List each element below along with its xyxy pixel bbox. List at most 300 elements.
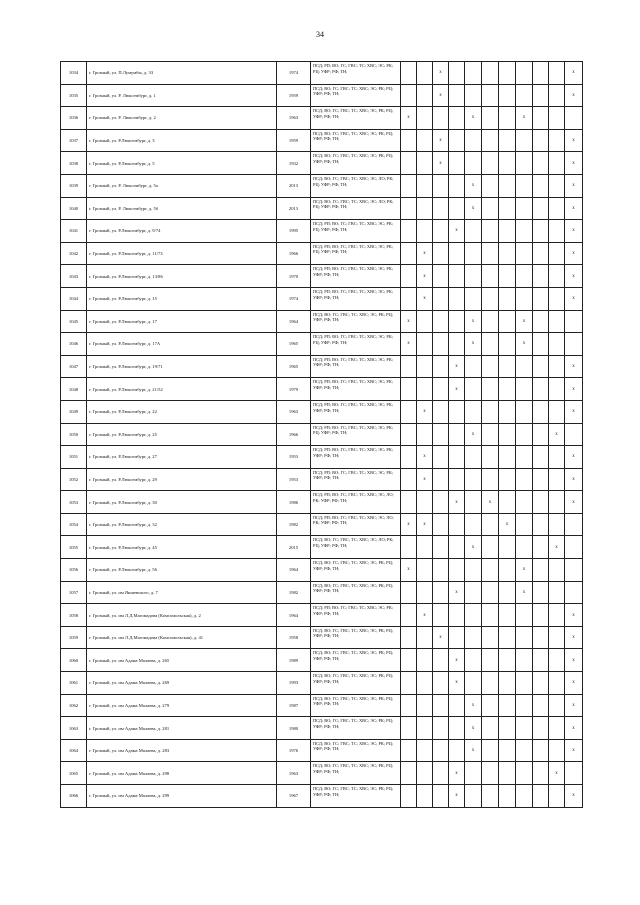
construction-year: 1963: [277, 762, 311, 785]
table-row: [61, 242, 583, 265]
year-mark-cell: [549, 62, 565, 85]
year-mark-cell: [533, 242, 549, 265]
year-mark-cell: [516, 62, 533, 85]
year-mark-cell: [465, 62, 482, 85]
year-mark-cell: [565, 423, 583, 446]
building-address: г. Грозный, ул. Р.Люксембург, д. 3: [87, 129, 277, 152]
year-mark-cell: [449, 287, 465, 310]
year-mark-cell: [433, 717, 449, 740]
year-mark-cell: [533, 604, 549, 627]
year-mark-cell: [417, 626, 433, 649]
year-mark-cell: [482, 581, 499, 604]
year-mark-cell: [533, 468, 549, 491]
year-mark-cell: x: [465, 536, 482, 559]
year-mark-cell: x: [449, 785, 465, 808]
year-mark-cell: [401, 717, 417, 740]
year-mark-cell: [433, 107, 449, 130]
year-mark-cell: x: [449, 491, 465, 514]
year-mark-cell: [516, 446, 533, 469]
year-mark-cell: [565, 536, 583, 559]
works-list: ПСД; ВО; ГС; ГВС; ТС; ХВС; ЭС; ЛО; РК; РЦ; УФР; РФ; ТН;: [311, 536, 401, 559]
year-mark-cell: [482, 310, 499, 333]
year-mark-cell: x: [417, 287, 433, 310]
year-mark-cell: [516, 220, 533, 243]
year-mark-cell: [516, 672, 533, 695]
construction-year: 2013: [277, 197, 311, 220]
year-mark-cell: [516, 242, 533, 265]
year-mark-cell: [499, 739, 516, 762]
year-mark-cell: x: [417, 513, 433, 536]
year-mark-cell: [465, 626, 482, 649]
year-mark-cell: x: [465, 717, 482, 740]
year-mark-cell: [482, 333, 499, 356]
construction-year: 1970: [277, 265, 311, 288]
building-address: г. Грозный, ул. Р.Люксембург, д. 25: [87, 423, 277, 446]
row-number: 1065: [61, 762, 87, 785]
year-mark-cell: x: [565, 129, 583, 152]
year-mark-cell: [533, 333, 549, 356]
building-address: г. Грозный, ул. Р.Люксембург, д. 22: [87, 400, 277, 423]
table-row: [61, 626, 583, 649]
year-mark-cell: [482, 242, 499, 265]
year-mark-cell: [449, 333, 465, 356]
year-mark-cell: [433, 672, 449, 695]
year-mark-cell: [433, 491, 449, 514]
construction-year: 1982: [277, 513, 311, 536]
year-mark-cell: [417, 536, 433, 559]
year-mark-cell: [499, 581, 516, 604]
year-mark-cell: [449, 62, 465, 85]
year-mark-cell: x: [565, 446, 583, 469]
year-mark-cell: [433, 762, 449, 785]
year-mark-cell: x: [417, 468, 433, 491]
year-mark-cell: x: [449, 378, 465, 401]
year-mark-cell: x: [565, 152, 583, 175]
year-mark-cell: x: [417, 242, 433, 265]
year-mark-cell: [482, 739, 499, 762]
year-mark-cell: [433, 423, 449, 446]
table-row: [61, 604, 583, 627]
table-row: [61, 378, 583, 401]
table-row: [61, 762, 583, 785]
row-number: 1066: [61, 785, 87, 808]
year-mark-cell: [465, 649, 482, 672]
year-mark-cell: x: [565, 265, 583, 288]
year-mark-cell: [482, 785, 499, 808]
year-mark-cell: [516, 626, 533, 649]
works-list: ПСД; РП; ВО; ГС; ГВС; ТС; ХВС; ЭС; РК; УФР; РФ; ТН;: [311, 378, 401, 401]
building-address: г. Грозный, ул. Р.Люксембург, д. 19/71: [87, 355, 277, 378]
year-mark-cell: [433, 310, 449, 333]
year-mark-cell: [499, 310, 516, 333]
building-address: г. Грозный, ул. им Адама Малаева, д. 269: [87, 672, 277, 695]
table-row: [61, 423, 583, 446]
table-row: [61, 491, 583, 514]
year-mark-cell: [499, 355, 516, 378]
works-list: ПСД; ВО; ГС; ГВС; ТС; ХВС; ЭС; РК; РЦ; УФР; РФ; ТН;: [311, 694, 401, 717]
year-mark-cell: [549, 559, 565, 582]
works-list: ПСД; ВО; ГС; ГВС; ТС; ХВС; ЭС; РК; РЦ; УФР; РФ; ТН;: [311, 129, 401, 152]
year-mark-cell: [449, 310, 465, 333]
works-list: ПСД; РП; ВО; ГС; ГВС; ТС; ХВС; ЭС; РК; УФР; РФ; ТН;: [311, 400, 401, 423]
year-mark-cell: [449, 536, 465, 559]
table-row: [61, 107, 583, 130]
works-list: ПСД; ВО; ГС; ГВС; ТС; ХВС; ЭС; РК; РЦ; УФР; РФ; ТН;: [311, 107, 401, 130]
year-mark-cell: [433, 513, 449, 536]
building-address: г. Грозный, ул. Р.Люксембург, д. 29: [87, 468, 277, 491]
year-mark-cell: [417, 107, 433, 130]
year-mark-cell: [549, 513, 565, 536]
year-mark-cell: x: [565, 785, 583, 808]
year-mark-cell: x: [401, 310, 417, 333]
table-row: [61, 446, 583, 469]
building-address: г. Грозный, ул. Р.Люксембург, д. 30: [87, 491, 277, 514]
year-mark-cell: [482, 604, 499, 627]
building-address: г. Грозный, ул. Р.Люксембург, д. 27: [87, 446, 277, 469]
year-mark-cell: [482, 355, 499, 378]
year-mark-cell: [499, 762, 516, 785]
year-mark-cell: [482, 762, 499, 785]
year-mark-cell: x: [465, 694, 482, 717]
works-list: ПСД; РП; ВО; ГС; ГВС; ТС; ХВС; ЭС; РК; УФР; РФ; ТН;: [311, 468, 401, 491]
year-mark-cell: x: [565, 694, 583, 717]
construction-year: 1966: [277, 423, 311, 446]
year-mark-cell: x: [565, 604, 583, 627]
year-mark-cell: [549, 649, 565, 672]
year-mark-cell: [533, 491, 549, 514]
works-list: ПСД; РП; ВО; ГС; ГВС; ТС; ХВС; ЭС; РК; РЦ; УФР; РФ; ТН;: [311, 62, 401, 85]
year-mark-cell: [482, 513, 499, 536]
works-list: ПСД; ВО; ГС; ГВС; ТС; ХВС; ЭС; РК; РЦ; УФР; РФ; ТН;: [311, 649, 401, 672]
year-mark-cell: [482, 107, 499, 130]
year-mark-cell: [482, 694, 499, 717]
year-mark-cell: [449, 604, 465, 627]
year-mark-cell: x: [516, 559, 533, 582]
year-mark-cell: [433, 265, 449, 288]
year-mark-cell: [482, 62, 499, 85]
year-mark-cell: [499, 333, 516, 356]
year-mark-cell: [499, 107, 516, 130]
construction-year: 1964: [277, 604, 311, 627]
row-number: 1044: [61, 287, 87, 310]
year-mark-cell: [417, 694, 433, 717]
year-mark-cell: [417, 197, 433, 220]
year-mark-cell: [433, 333, 449, 356]
works-list: ПСД; ВО; ГС; ГВС; ТС; ХВС; ЭС; РК; РЦ; УФР; РФ; ТН;: [311, 581, 401, 604]
table-row: [61, 84, 583, 107]
construction-year: 1953: [277, 468, 311, 491]
works-list: ПСД; ВО; ГС; ГВС; ТС; ХВС; ЭС; РК; РЦ; УФР; РФ; ТН;: [311, 739, 401, 762]
year-mark-cell: [499, 785, 516, 808]
year-mark-cell: [533, 378, 549, 401]
year-mark-cell: [549, 220, 565, 243]
year-mark-cell: [516, 400, 533, 423]
row-number: 1057: [61, 581, 87, 604]
year-mark-cell: [516, 762, 533, 785]
year-mark-cell: [499, 287, 516, 310]
year-mark-cell: x: [465, 423, 482, 446]
year-mark-cell: x: [417, 265, 433, 288]
year-mark-cell: [533, 785, 549, 808]
year-mark-cell: [499, 84, 516, 107]
table-row: [61, 355, 583, 378]
year-mark-cell: x: [465, 197, 482, 220]
year-mark-cell: x: [516, 107, 533, 130]
year-mark-cell: [533, 672, 549, 695]
year-mark-cell: [401, 129, 417, 152]
year-mark-cell: [549, 287, 565, 310]
year-mark-cell: [401, 762, 417, 785]
row-number: 1049: [61, 400, 87, 423]
year-mark-cell: [401, 242, 417, 265]
year-mark-cell: [449, 174, 465, 197]
row-number: 1039: [61, 174, 87, 197]
year-mark-cell: x: [565, 491, 583, 514]
year-mark-cell: [417, 581, 433, 604]
building-address: г. Грозный, ул. Р.Люксембург, д. 15: [87, 287, 277, 310]
year-mark-cell: [401, 62, 417, 85]
year-mark-cell: [401, 84, 417, 107]
year-mark-cell: x: [499, 513, 516, 536]
year-mark-cell: [499, 265, 516, 288]
year-mark-cell: [465, 152, 482, 175]
year-mark-cell: [482, 468, 499, 491]
row-number: 1035: [61, 84, 87, 107]
year-mark-cell: [482, 672, 499, 695]
year-mark-cell: x: [465, 333, 482, 356]
year-mark-cell: x: [516, 310, 533, 333]
year-mark-cell: [533, 694, 549, 717]
year-mark-cell: [533, 197, 549, 220]
row-number: 1059: [61, 626, 87, 649]
year-mark-cell: [516, 604, 533, 627]
row-number: 1037: [61, 129, 87, 152]
year-mark-cell: [516, 129, 533, 152]
table-row: [61, 672, 583, 695]
year-mark-cell: [417, 559, 433, 582]
year-mark-cell: x: [465, 107, 482, 130]
works-list: ПСД; РП; ВО; ГС; ГВС; ТС; ХВС; ЭС; РК; РЦ; УФР; РФ; ТН;: [311, 333, 401, 356]
construction-year: 1974: [277, 62, 311, 85]
construction-year: 1964: [277, 310, 311, 333]
housing-register-table: [60, 61, 583, 808]
year-mark-cell: [465, 400, 482, 423]
year-mark-cell: [516, 84, 533, 107]
year-mark-cell: [499, 423, 516, 446]
year-mark-cell: x: [433, 62, 449, 85]
year-mark-cell: [433, 694, 449, 717]
year-mark-cell: [433, 536, 449, 559]
year-mark-cell: [401, 694, 417, 717]
year-mark-cell: [533, 220, 549, 243]
year-mark-cell: [549, 604, 565, 627]
year-mark-cell: x: [565, 197, 583, 220]
year-mark-cell: [433, 581, 449, 604]
table-row: [61, 468, 583, 491]
year-mark-cell: [516, 355, 533, 378]
year-mark-cell: [549, 717, 565, 740]
row-number: 1063: [61, 717, 87, 740]
row-number: 1060: [61, 649, 87, 672]
construction-year: 1974: [277, 287, 311, 310]
year-mark-cell: [482, 559, 499, 582]
year-mark-cell: x: [565, 174, 583, 197]
construction-year: 1986: [277, 491, 311, 514]
year-mark-cell: x: [433, 152, 449, 175]
year-mark-cell: [549, 310, 565, 333]
year-mark-cell: [482, 84, 499, 107]
year-mark-cell: [565, 310, 583, 333]
year-mark-cell: [401, 446, 417, 469]
year-mark-cell: [565, 333, 583, 356]
year-mark-cell: x: [565, 626, 583, 649]
works-list: ПСД; ВО; ГС; ГВС; ТС; ХВС; ЭС; РК; РЦ; УФР; РФ; ТН;: [311, 84, 401, 107]
row-number: 1046: [61, 333, 87, 356]
year-mark-cell: [417, 129, 433, 152]
year-mark-cell: x: [401, 513, 417, 536]
construction-year: 1982: [277, 581, 311, 604]
year-mark-cell: [499, 694, 516, 717]
year-mark-cell: [433, 604, 449, 627]
construction-year: 1963: [277, 400, 311, 423]
construction-year: 1958: [277, 626, 311, 649]
year-mark-cell: [482, 197, 499, 220]
year-mark-cell: [549, 265, 565, 288]
year-mark-cell: [417, 62, 433, 85]
year-mark-cell: x: [449, 672, 465, 695]
year-mark-cell: [499, 717, 516, 740]
year-mark-cell: x: [465, 174, 482, 197]
year-mark-cell: [433, 174, 449, 197]
year-mark-cell: [516, 378, 533, 401]
year-mark-cell: [549, 581, 565, 604]
year-mark-cell: [465, 604, 482, 627]
year-mark-cell: [465, 581, 482, 604]
year-mark-cell: [549, 785, 565, 808]
year-mark-cell: [433, 400, 449, 423]
table-row: [61, 717, 583, 740]
year-mark-cell: [533, 355, 549, 378]
year-mark-cell: [516, 152, 533, 175]
year-mark-cell: [565, 762, 583, 785]
row-number: 1058: [61, 604, 87, 627]
year-mark-cell: [465, 559, 482, 582]
table-row: [61, 310, 583, 333]
year-mark-cell: [482, 400, 499, 423]
row-number: 1061: [61, 672, 87, 695]
construction-year: 1987: [277, 694, 311, 717]
table-row: [61, 174, 583, 197]
row-number: 1052: [61, 468, 87, 491]
building-address: г. Грозный, ул. Р.Люксембург, д. 13/86: [87, 265, 277, 288]
year-mark-cell: [533, 310, 549, 333]
row-number: 1034: [61, 62, 87, 85]
year-mark-cell: [499, 604, 516, 627]
year-mark-cell: [401, 468, 417, 491]
year-mark-cell: [401, 197, 417, 220]
year-mark-cell: x: [417, 604, 433, 627]
year-mark-cell: [433, 785, 449, 808]
year-mark-cell: [516, 717, 533, 740]
works-list: ПСД; ВО; ГС; ГВС; ТС; ХВС; ЭС; РК; РЦ; УФР; РФ; ТН;: [311, 785, 401, 808]
row-number: 1041: [61, 220, 87, 243]
building-address: г. Грозный, ул. Р.Люксембург, д. 5: [87, 152, 277, 175]
page-number: 34: [316, 30, 324, 39]
works-list: ПСД; ВО; ГС; ГВС; ТС; ХВС; ЭС; ЛО; РК; РЦ; УФР; РФ; ТН;: [311, 174, 401, 197]
table-row: [61, 739, 583, 762]
table-row: [61, 785, 583, 808]
works-list: ПСД; ВО; ГС; ГВС; ТС; ХВС; ЭС; РК; РЦ; УФР; РФ; ТН;: [311, 310, 401, 333]
year-mark-cell: [449, 513, 465, 536]
year-mark-cell: [417, 220, 433, 243]
year-mark-cell: [499, 446, 516, 469]
works-list: ПСД; РП; ВО; ГС; ГВС; ТС; ХВС; ЭС; РК; УФР; РФ; ТН;: [311, 265, 401, 288]
year-mark-cell: [417, 152, 433, 175]
works-list: ПСД; РП; ВО; ГС; ГВС; ТС; ХВС; ЭС; РК; РЦ; УФР; РФ; ТН;: [311, 220, 401, 243]
year-mark-cell: [533, 174, 549, 197]
row-number: 1040: [61, 197, 87, 220]
year-mark-cell: [417, 491, 433, 514]
works-list: ПСД; РП; ВО; ГС; ГВС; ТС; ХВС; ЭС; РК; УФР; РФ; ТН;: [311, 287, 401, 310]
year-mark-cell: [533, 739, 549, 762]
year-mark-cell: [465, 220, 482, 243]
year-mark-cell: x: [565, 717, 583, 740]
year-mark-cell: [417, 785, 433, 808]
year-mark-cell: [482, 378, 499, 401]
year-mark-cell: x: [433, 129, 449, 152]
table-row: [61, 694, 583, 717]
year-mark-cell: [433, 446, 449, 469]
year-mark-cell: [533, 129, 549, 152]
year-mark-cell: [499, 242, 516, 265]
year-mark-cell: [449, 84, 465, 107]
building-address: г. Грозный, ул. им Л.Д.Магомадова (Комсомольская), д. 41: [87, 626, 277, 649]
construction-year: 1959: [277, 129, 311, 152]
construction-year: 1953: [277, 446, 311, 469]
year-mark-cell: [549, 84, 565, 107]
year-mark-cell: [499, 672, 516, 695]
year-mark-cell: x: [465, 310, 482, 333]
building-address: г. Грозный, ул. Р. Люксембург, д. 5а: [87, 174, 277, 197]
construction-year: 2015: [277, 536, 311, 559]
year-mark-cell: [449, 129, 465, 152]
year-mark-cell: [482, 717, 499, 740]
year-mark-cell: x: [465, 739, 482, 762]
year-mark-cell: [433, 287, 449, 310]
year-mark-cell: [549, 626, 565, 649]
year-mark-cell: [417, 84, 433, 107]
year-mark-cell: [533, 107, 549, 130]
year-mark-cell: [499, 152, 516, 175]
construction-year: 1993: [277, 672, 311, 695]
year-mark-cell: x: [565, 672, 583, 695]
year-mark-cell: [499, 491, 516, 514]
year-mark-cell: x: [565, 739, 583, 762]
building-address: г. Грозный, ул. Р.Люксембург, д. 45: [87, 536, 277, 559]
year-mark-cell: [433, 649, 449, 672]
year-mark-cell: [499, 626, 516, 649]
year-mark-cell: [499, 559, 516, 582]
row-number: 1048: [61, 378, 87, 401]
year-mark-cell: x: [565, 287, 583, 310]
year-mark-cell: [449, 446, 465, 469]
year-mark-cell: [465, 513, 482, 536]
year-mark-cell: [549, 400, 565, 423]
year-mark-cell: x: [401, 107, 417, 130]
year-mark-cell: [482, 265, 499, 288]
year-mark-cell: [465, 491, 482, 514]
year-mark-cell: [533, 513, 549, 536]
